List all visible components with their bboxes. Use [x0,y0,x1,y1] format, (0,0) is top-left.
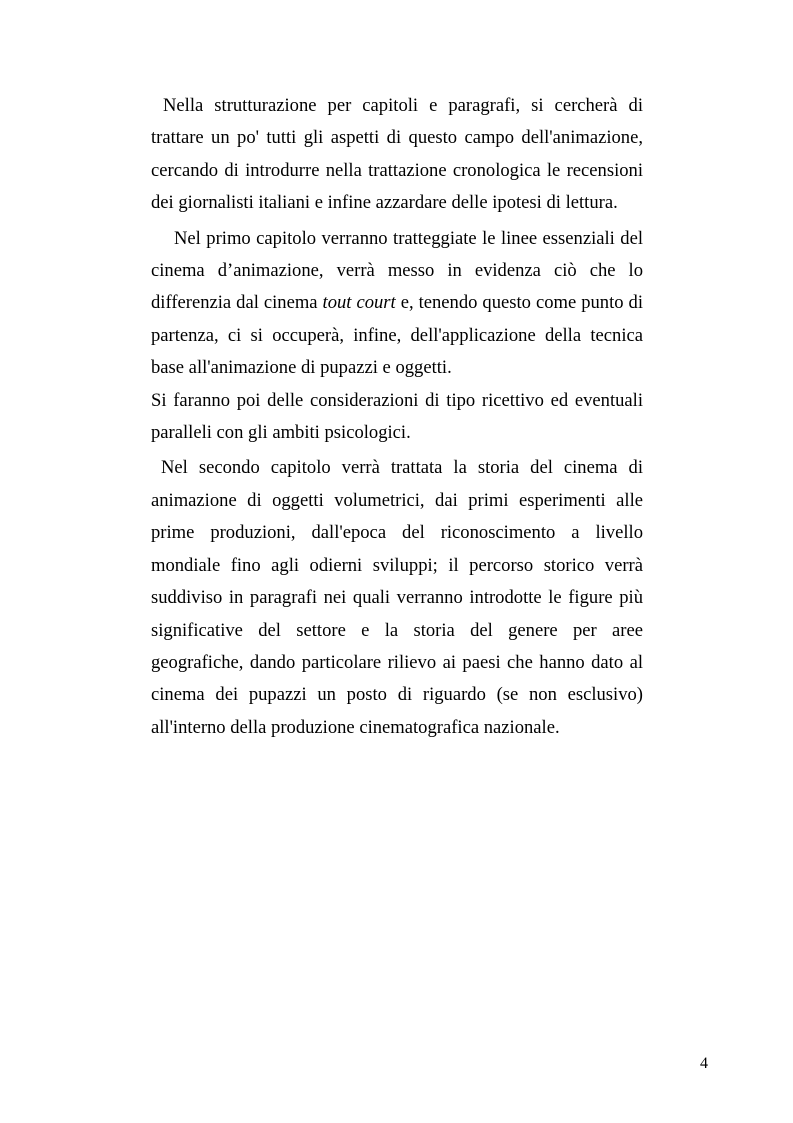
body-text [151,90,643,744]
italic-term: tout court [322,292,396,314]
paragraph-second-chapter: Nel secondo capitolo verrà trattata la storia del cinema di animazione di oggetti volumetrici, dai primi esperimenti alle prime produzioni, dall'epoca del riconoscimento a livello mondiale fino agli odierni sviluppi; il percorso storico verrà suddiviso in paragrafi nei quali verranno introdotte le figure più significative del settore e la storia del genere per aree geografiche, dando particolare rilievo ai paesi che hanno dato al cinema dei pupazzi un posto di riguardo (se non esclusivo) all'interno della produzione cinematografica nazionale. [151,457,643,738]
paragraph-first-chapter-text-a: Nel primo capitolo verranno tratteggiate le linee essenziali del cinema d’animazione, verrà messo in evidenza ciò che lo differenzia dal cinema [151,227,643,314]
paragraph-first-chapter [151,223,643,385]
paragraph-considerations: Si faranno poi delle considerazioni di tipo ricettivo ed eventuali paralleli con gli ambiti psicologici. [151,389,643,444]
paragraph-first-chapter-text-b: e, tenendo questo come punto di partenza, ci si occuperà, infine, dell'applicazione della tecnica base all'animazione di pupazzi e oggetti. [151,292,643,379]
paragraph-intro: Nella strutturazione per capitoli e paragrafi, si cercherà di trattare un po' tutti gli aspetti di questo campo dell'animazione, cercando di introdurre nella trattazione cronologica le recensioni dei giornalisti italiani e infine azzardare delle ipotesi di lettura. [151,95,643,214]
page-number: 4 [700,1055,708,1072]
